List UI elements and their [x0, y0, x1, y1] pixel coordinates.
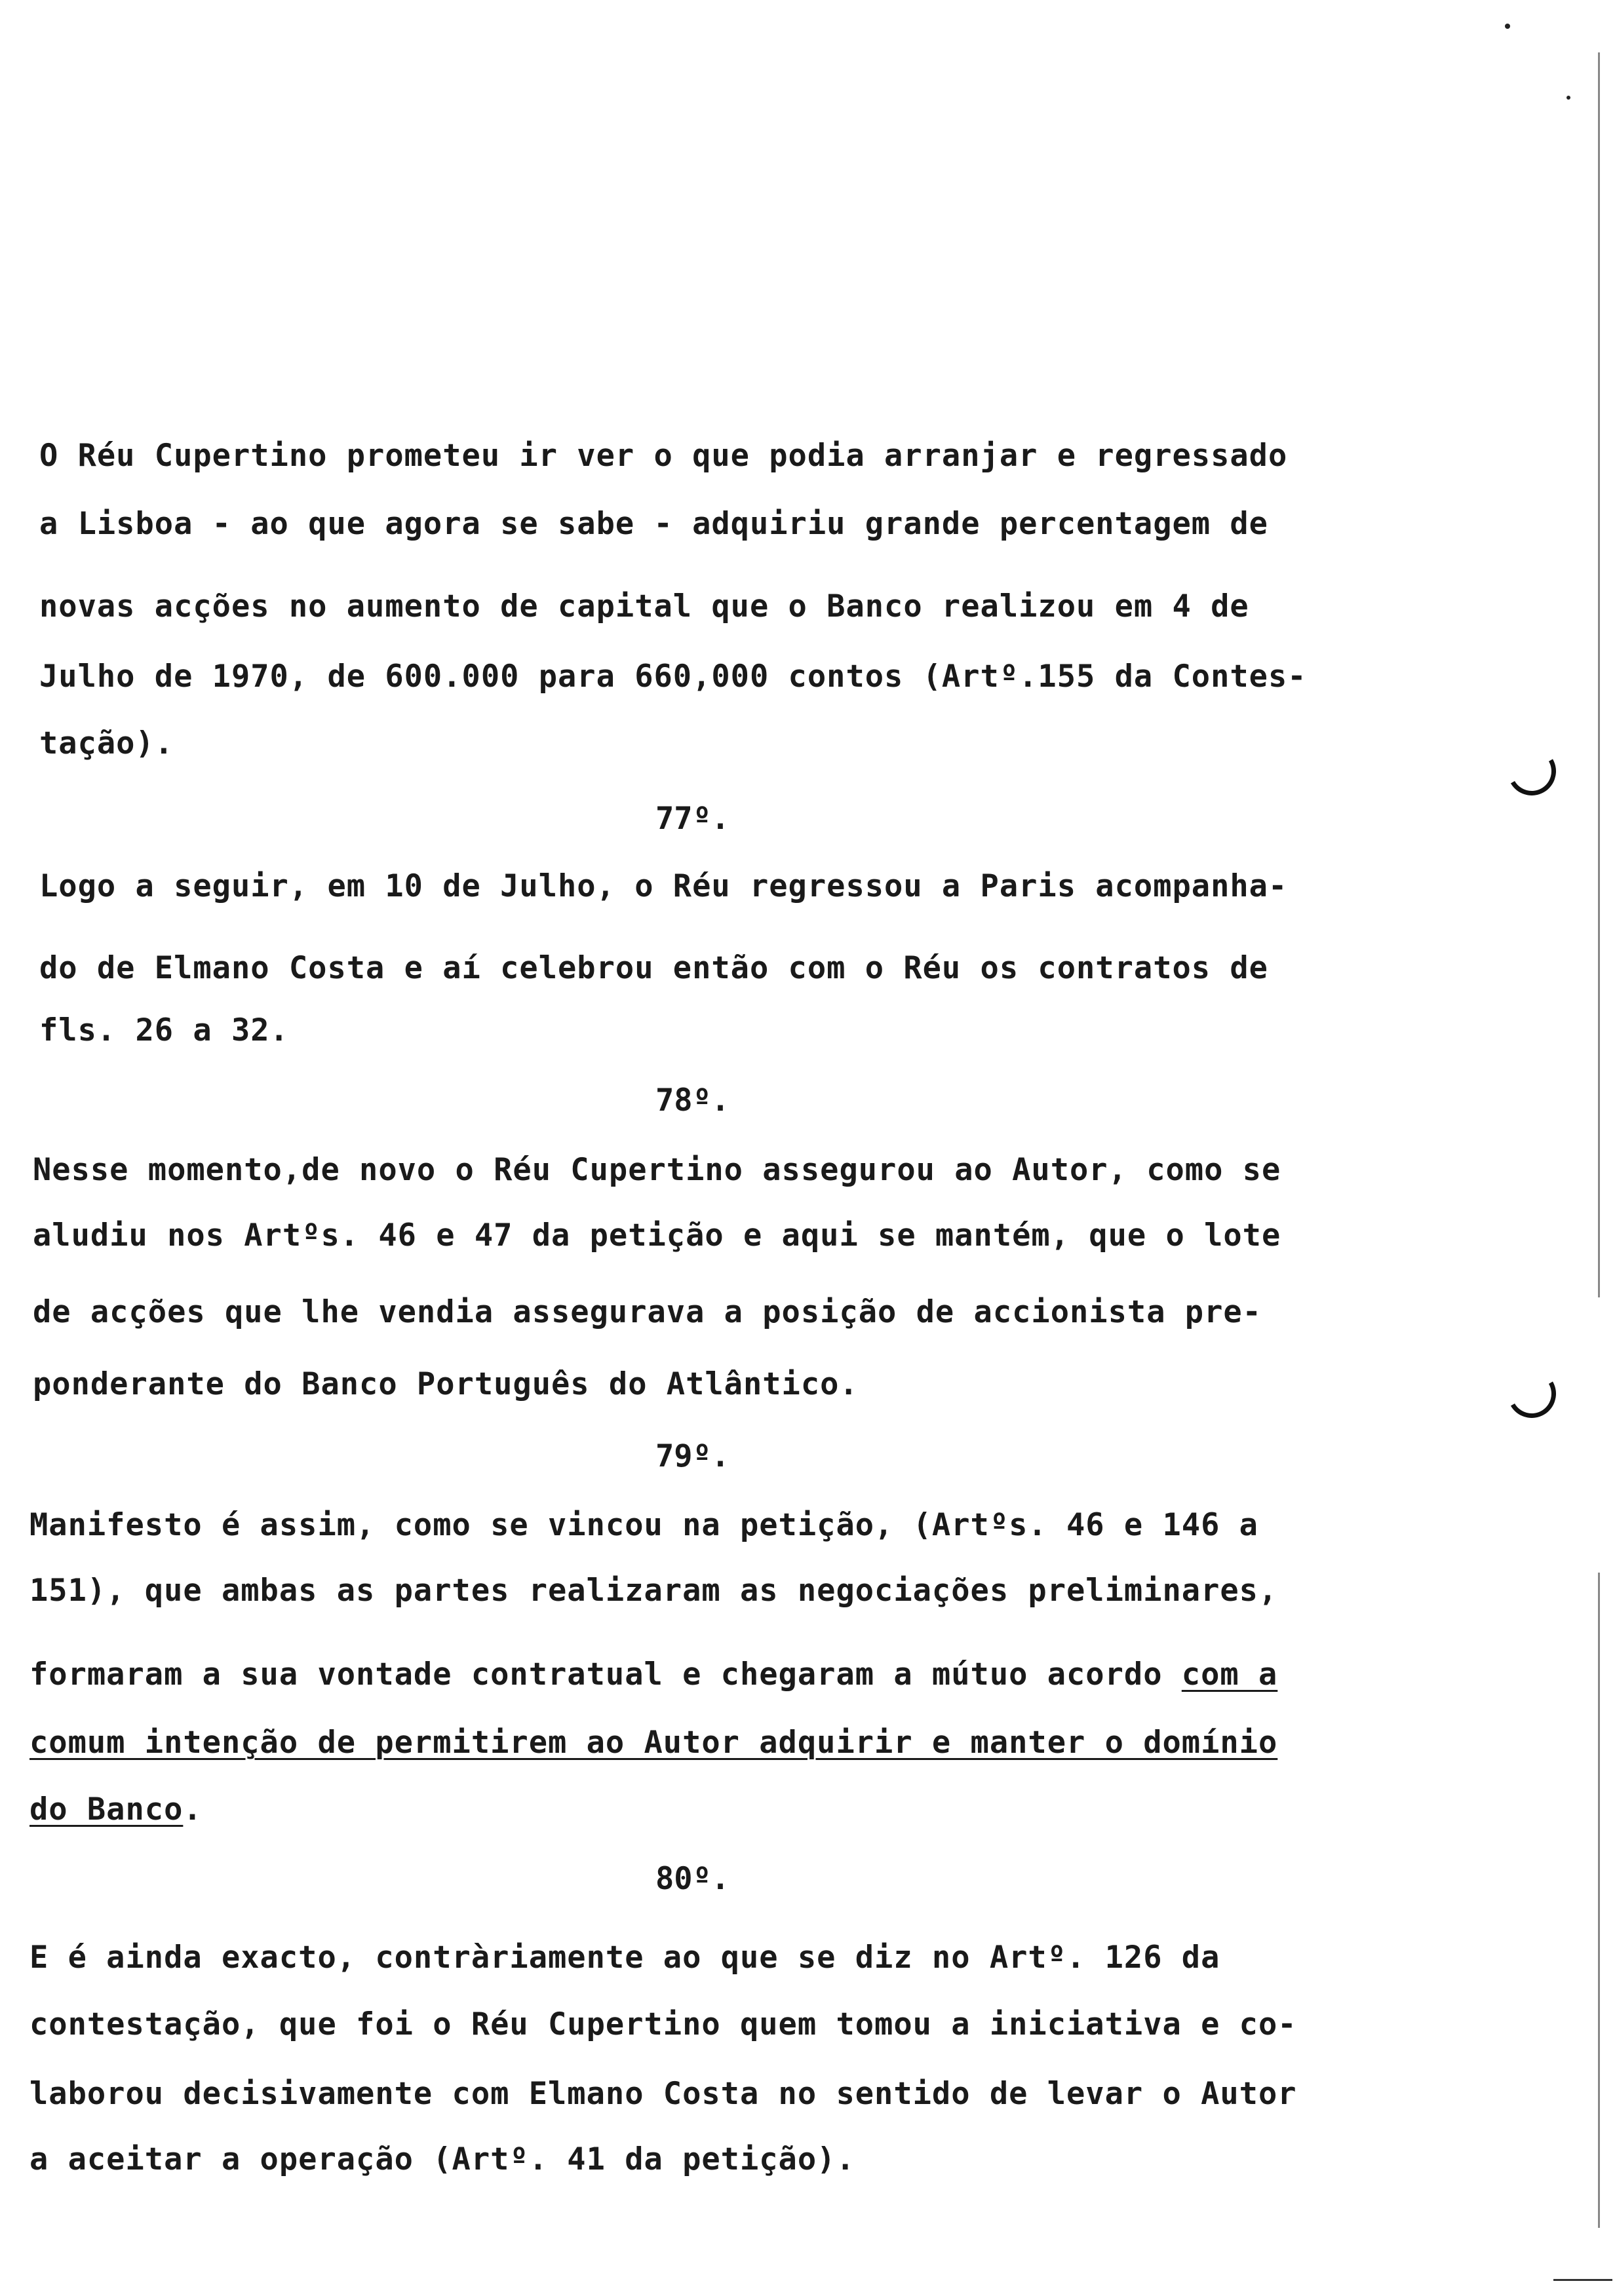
text-line: a Lisboa - ao que agora se sabe - adquiriu grande percentagem de [39, 506, 1268, 542]
underlined-text: com a [1181, 1656, 1278, 1693]
underlined-text: do Banco [29, 1791, 184, 1827]
text-line: E é ainda exacto, contràriamente ao que se diz no Artº. 126 da [29, 1940, 1220, 1976]
text-line-underlined [29, 1791, 203, 1827]
text-line: Logo a seguir, em 10 de Julho, o Réu regressou a Paris acompanha- [39, 868, 1288, 904]
punch-hole-mark-lower [1502, 1364, 1562, 1424]
text-line: tação). [39, 725, 174, 761]
punch-hole-mark [1502, 742, 1562, 801]
speck-mark [1505, 24, 1510, 29]
corner-mark [1553, 2279, 1612, 2281]
margin-rule [1598, 52, 1600, 1297]
underlined-text: comum intenção de permitirem ao Autor adquirir e manter o domínio [29, 1725, 1278, 1761]
text-line: novas acções no aumento de capital que o Banco realizou em 4 de [39, 588, 1249, 624]
text-line: a aceitar a operação (Artº. 41 da petição). [29, 2141, 855, 2177]
text-segment: . [183, 1791, 203, 1827]
article-number: 77º. [655, 801, 730, 837]
margin-rule-lower [1598, 1573, 1600, 2228]
text-segment: formaram a sua vontade contratual e chegaram a mútuo acordo [29, 1656, 1182, 1693]
text-line: fls. 26 a 32. [39, 1012, 289, 1048]
text-line: laborou decisivamente com Elmano Costa no sentido de levar o Autor [29, 2076, 1297, 2112]
article-number: 79º. [655, 1438, 730, 1474]
text-line: 151), que ambas as partes realizaram as negociações preliminares, [29, 1573, 1278, 1609]
article-number: 78º. [655, 1082, 730, 1119]
text-line: aludiu nos Artºs. 46 e 47 da petição e aqui se mantém, que o lote [33, 1217, 1281, 1253]
text-line: do de Elmano Costa e aí celebrou então com o Réu os contratos de [39, 950, 1268, 986]
text-line: contestação, que foi o Réu Cupertino quem tomou a iniciativa e co- [29, 2006, 1297, 2042]
text-line: Manifesto é assim, como se vincou na petição, (Artºs. 46 e 146 a [29, 1507, 1258, 1543]
text-line-with-underline [29, 1656, 1277, 1693]
text-line-underlined [29, 1725, 1277, 1761]
text-line: Julho de 1970, de 600.000 para 660,000 contos (Artº.155 da Contes- [39, 659, 1307, 695]
text-line: de acções que lhe vendia assegurava a posição de accionista pre- [33, 1294, 1262, 1330]
text-line: ponderante do Banco Português do Atlântico. [33, 1366, 859, 1402]
speck-mark [1566, 96, 1570, 100]
article-number: 80º. [655, 1861, 730, 1897]
text-line: Nesse momento,de novo o Réu Cupertino assegurou ao Autor, como se [33, 1152, 1281, 1188]
text-line: O Réu Cupertino prometeu ir ver o que podia arranjar e regressado [39, 438, 1288, 474]
